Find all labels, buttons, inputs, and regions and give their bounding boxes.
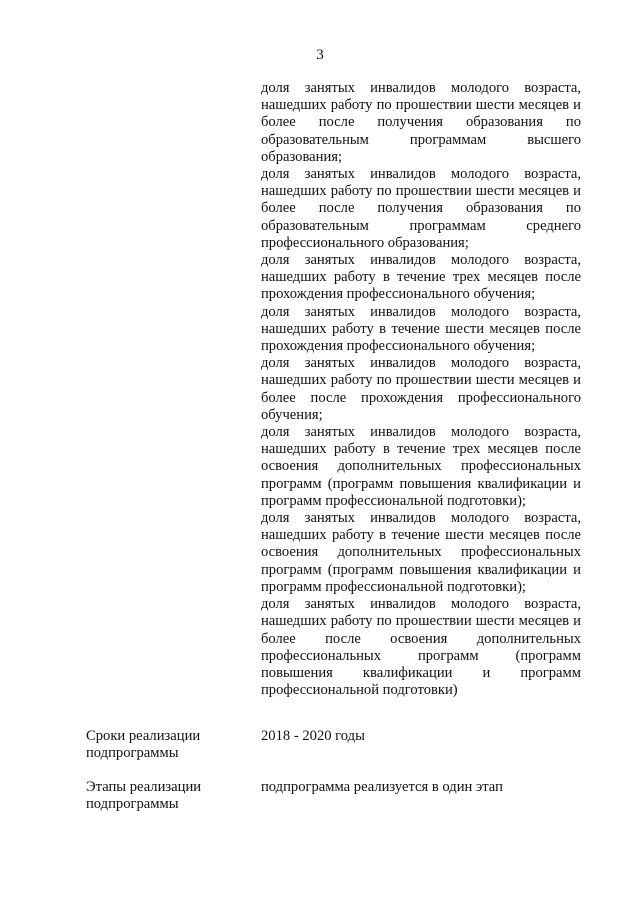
indicators-list xyxy=(261,80,581,699)
indicator-lead: доля занятых инвалидов молодого возраста, xyxy=(261,424,581,441)
indicator-lead: доля занятых инвалидов молодого возраста, xyxy=(261,355,581,372)
terms-value: 2018 - 2020 годы xyxy=(261,728,365,744)
indicator-lead: доля занятых инвалидов молодого возраста, xyxy=(261,166,581,183)
indicator-item xyxy=(261,510,581,596)
indicator-text: нашедших работу в течение шести месяцев после освоения дополнительных профессиональных программ (программ повышения квалификации и программ профессиональной подготовки); xyxy=(261,527,581,595)
indicator-item xyxy=(261,252,581,304)
indicator-item xyxy=(261,304,581,356)
indicator-item xyxy=(261,166,581,252)
stages-label: Этапы реализации подпрограммы xyxy=(86,779,202,813)
indicator-lead: доля занятых инвалидов молодого возраста, xyxy=(261,510,581,527)
indicator-text: нашедших работу по прошествии шести месяцев и более после прохождения профессионального обучения; xyxy=(261,372,581,423)
stages-value: подпрограмма реализуется в один этап xyxy=(261,779,503,795)
indicator-item xyxy=(261,355,581,424)
indicator-item xyxy=(261,424,581,510)
indicator-text: нашедших работу по прошествии шести месяцев и более после получения образования по образовательным программам высшего образования; xyxy=(261,97,581,165)
indicator-lead: доля занятых инвалидов молодого возраста, xyxy=(261,596,581,613)
indicator-lead: доля занятых инвалидов молодого возраста, xyxy=(261,80,581,96)
terms-label: Сроки реализации подпрограммы xyxy=(86,728,201,762)
indicator-text: нашедших работу в течение трех месяцев после прохождения профессионального обучения; xyxy=(261,269,581,303)
indicator-item xyxy=(261,596,581,699)
indicator-text: нашедших работу в течение шести месяцев после прохождения профессионального обучения; xyxy=(261,320,581,355)
indicator-lead: доля занятых инвалидов молодого возраста, xyxy=(261,252,581,269)
indicator-text: нашедших работу по прошествии шести месяцев и более после получения образования по образовательным программам среднего профессионального образования; xyxy=(261,183,581,251)
indicator-item xyxy=(261,80,581,166)
indicator-text: нашедших работу по прошествии шести месяцев и более после освоения дополнительных профессиональных программ (программ повышения квалификации и программ профессиональной подготовки) xyxy=(261,613,581,699)
page-number: 3 xyxy=(316,47,324,63)
indicator-lead: доля занятых инвалидов молодого возраста, xyxy=(261,303,581,320)
indicator-text: нашедших работу в течение трех месяцев после освоения дополнительных профессиональных программ (программ повышения квалификации и программ профессиональной подготовки); xyxy=(261,441,581,509)
